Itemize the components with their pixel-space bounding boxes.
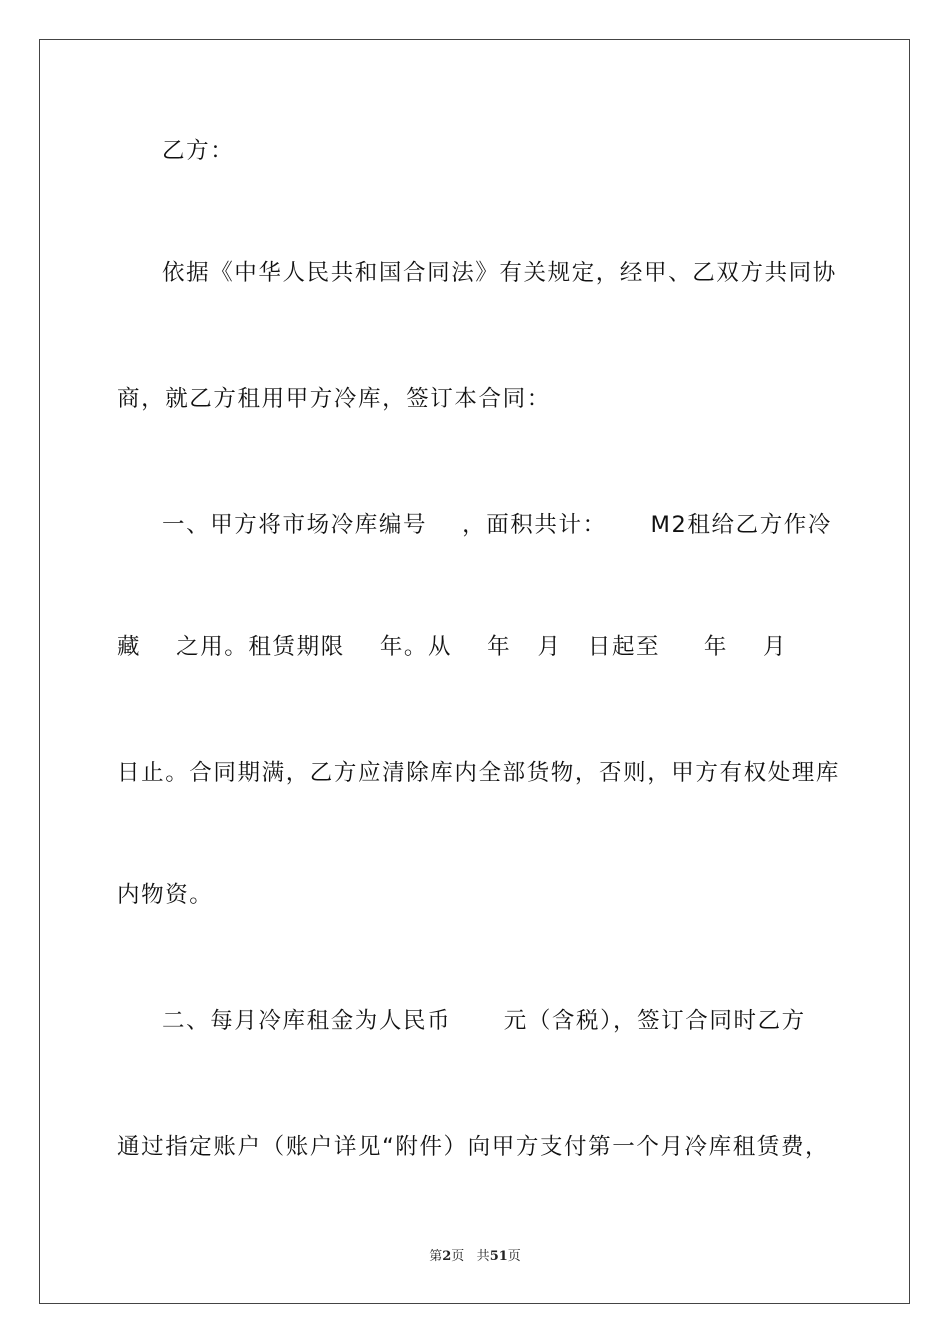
footer-page-suffix: 页: [451, 1249, 465, 1264]
paragraph-line: 通过指定账户（账户详见“附件）向甲方支付第一个月冷库租赁费，: [117, 1134, 830, 1160]
page-border: [39, 39, 910, 1304]
footer-page-prefix: 第: [429, 1249, 443, 1264]
paragraph-line: 藏 之用。租赁期限 年。从 年 月 日起至 年 月: [117, 634, 788, 660]
paragraph-line: 日止。合同期满，乙方应清除库内全部货物，否则，甲方有权处理库: [117, 760, 841, 786]
paragraph-line: 内物资。: [117, 882, 214, 908]
footer-total-suffix: 页: [507, 1249, 521, 1264]
footer-total-prefix: 共: [476, 1249, 490, 1264]
party-b-label: 乙方：: [162, 138, 235, 164]
footer-total-pages: 51: [489, 1249, 508, 1264]
paragraph-line: 商，就乙方租用甲方冷库，签订本合同：: [117, 386, 551, 412]
page-footer: [0, 1248, 950, 1266]
paragraph-line: 一、甲方将市场冷库编号 ，面积共计： M2租给乙方作冷: [162, 512, 832, 538]
paragraph-line: 依据《中华人民共和国合同法》有关规定，经甲、乙双方共同协: [162, 260, 837, 286]
paragraph-line: 二、每月冷库租金为人民币 元（含税），签订合同时乙方: [162, 1008, 806, 1034]
footer-page-number: 2: [442, 1249, 452, 1264]
